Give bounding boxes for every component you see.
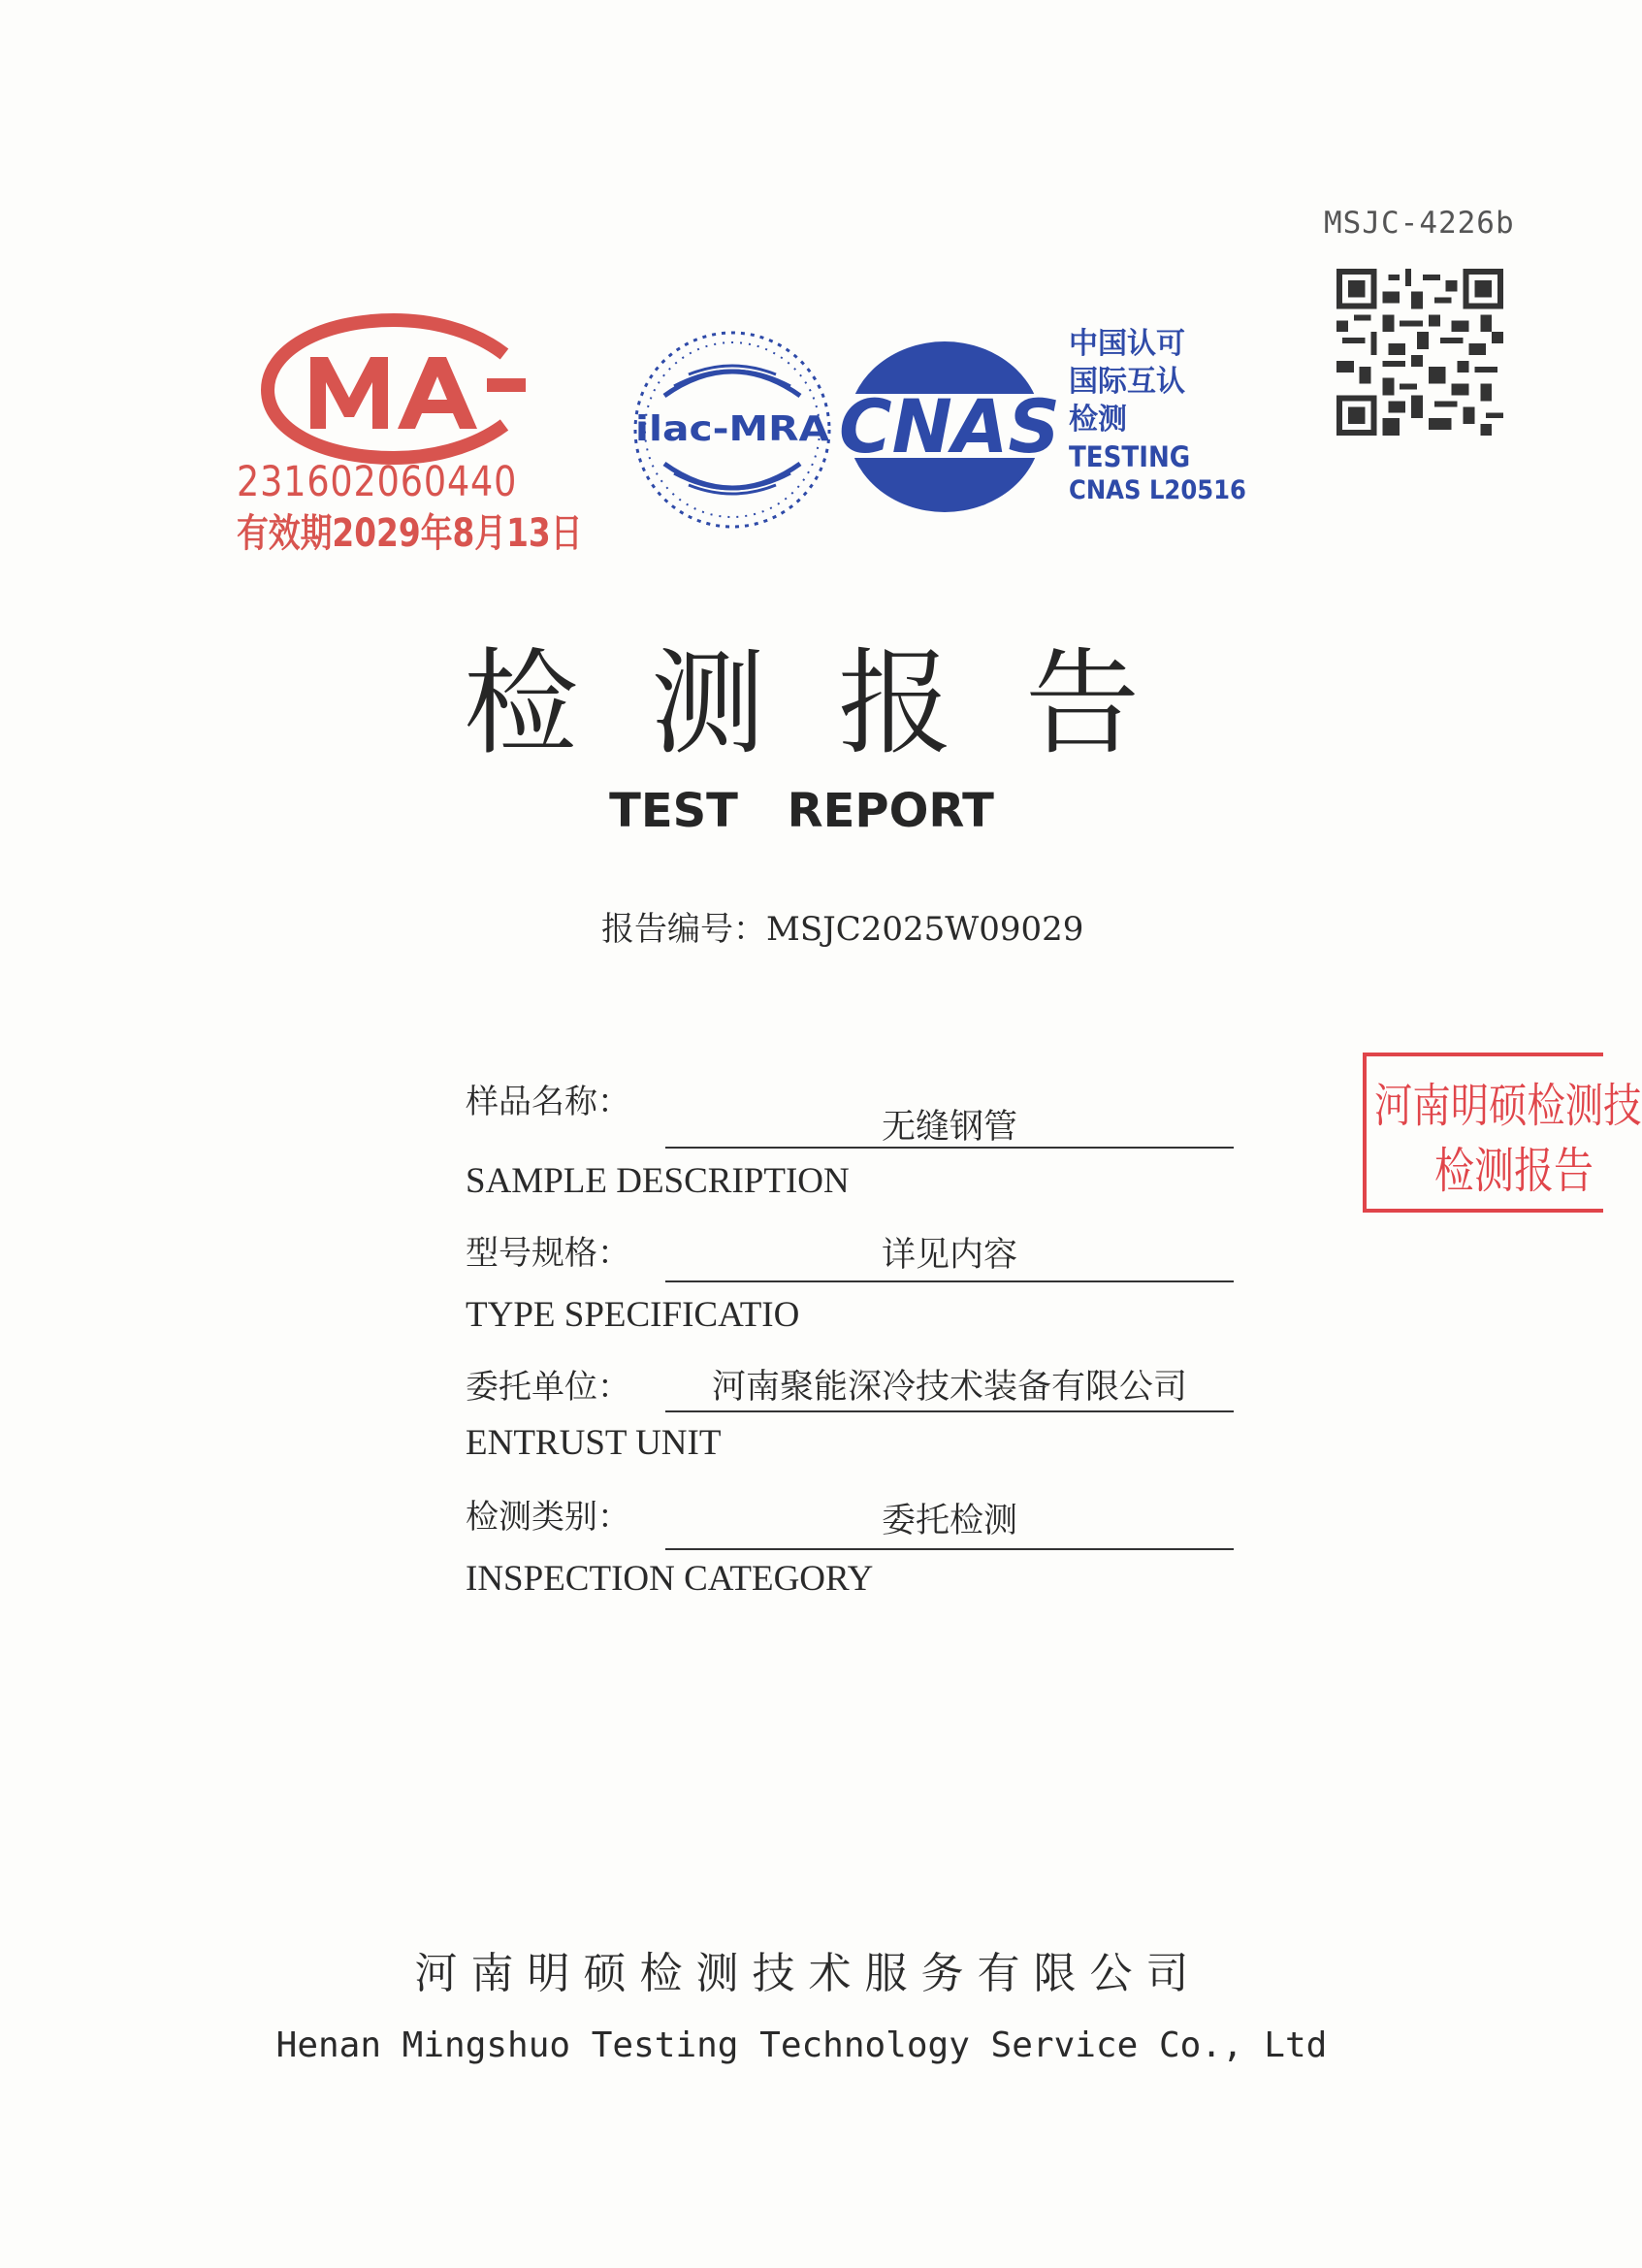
company-name-cn: 河南明硕检测技术服务有限公司 bbox=[414, 1949, 1203, 1998]
report-title-cn: 检测报告 bbox=[463, 636, 1212, 770]
cnas-code: CNAS L20516 bbox=[1069, 475, 1246, 505]
inspection-category-value: 委托检测 bbox=[881, 1502, 1017, 1540]
inspection-category-label-cn: 检测类别： bbox=[466, 1498, 630, 1537]
report-number-label: 报告编号： bbox=[601, 910, 766, 949]
report-title-en: TEST REPORT bbox=[609, 784, 994, 838]
cma-logo-icon bbox=[262, 320, 526, 461]
company-name-en: Henan Mingshuo Testing Technology Service Co., Ltd bbox=[275, 2025, 1328, 2065]
report-seal-line-2: 检测报告 bbox=[1434, 1143, 1594, 1199]
cnas-cn-line-1: 中国认可 bbox=[1069, 327, 1185, 361]
cma-number: 231602060440 bbox=[237, 458, 518, 506]
cnas-testing: TESTING bbox=[1069, 440, 1191, 473]
entrust-unit-label-cn: 委托单位： bbox=[466, 1368, 630, 1407]
sample-description-label: SAMPLE DESCRIPTION bbox=[466, 1161, 850, 1201]
report-number-line bbox=[601, 902, 1083, 950]
inspection-category-underline bbox=[665, 1548, 1234, 1550]
ilac-mra-logo-icon bbox=[630, 328, 834, 532]
qr-code-icon bbox=[1336, 269, 1503, 436]
cma-validity: 有效期2029年8月13日 bbox=[237, 511, 583, 556]
cnas-caption bbox=[1069, 327, 1266, 505]
report-number: MSJC2025W09029 bbox=[766, 910, 1084, 949]
sample-name-value: 无缝钢管 bbox=[881, 1108, 1017, 1147]
cnas-cn-line-2: 国际互认 bbox=[1069, 365, 1185, 399]
cnas-text: CNAS bbox=[839, 383, 1060, 470]
ilac-text: ilac-MRA bbox=[635, 409, 830, 449]
report-seal-line-1: 河南明硕检测技 bbox=[1374, 1079, 1642, 1133]
cnas-logo-icon bbox=[838, 338, 1061, 517]
sample-name-underline bbox=[665, 1147, 1234, 1149]
entrust-unit-label-en: ENTRUST UNIT bbox=[466, 1423, 722, 1463]
cnas-cn-line-3: 检测 bbox=[1069, 403, 1127, 437]
sample-name-label: 样品名称： bbox=[466, 1083, 630, 1121]
document-code: MSJC-4226b bbox=[1324, 206, 1515, 241]
type-spec-underline bbox=[665, 1280, 1234, 1282]
type-spec-label: 型号规格： bbox=[466, 1234, 630, 1273]
entrust-unit-underline bbox=[665, 1410, 1234, 1412]
inspection-category-label-en: INSPECTION CATEGORY bbox=[466, 1559, 874, 1599]
entrust-unit-value: 河南聚能深冷技术装备有限公司 bbox=[711, 1368, 1187, 1407]
type-spec-value: 详见内容 bbox=[881, 1236, 1017, 1275]
type-specification-label: TYPE SPECIFICATIO bbox=[466, 1295, 800, 1335]
report-seal-stamp bbox=[1363, 1053, 1642, 1213]
